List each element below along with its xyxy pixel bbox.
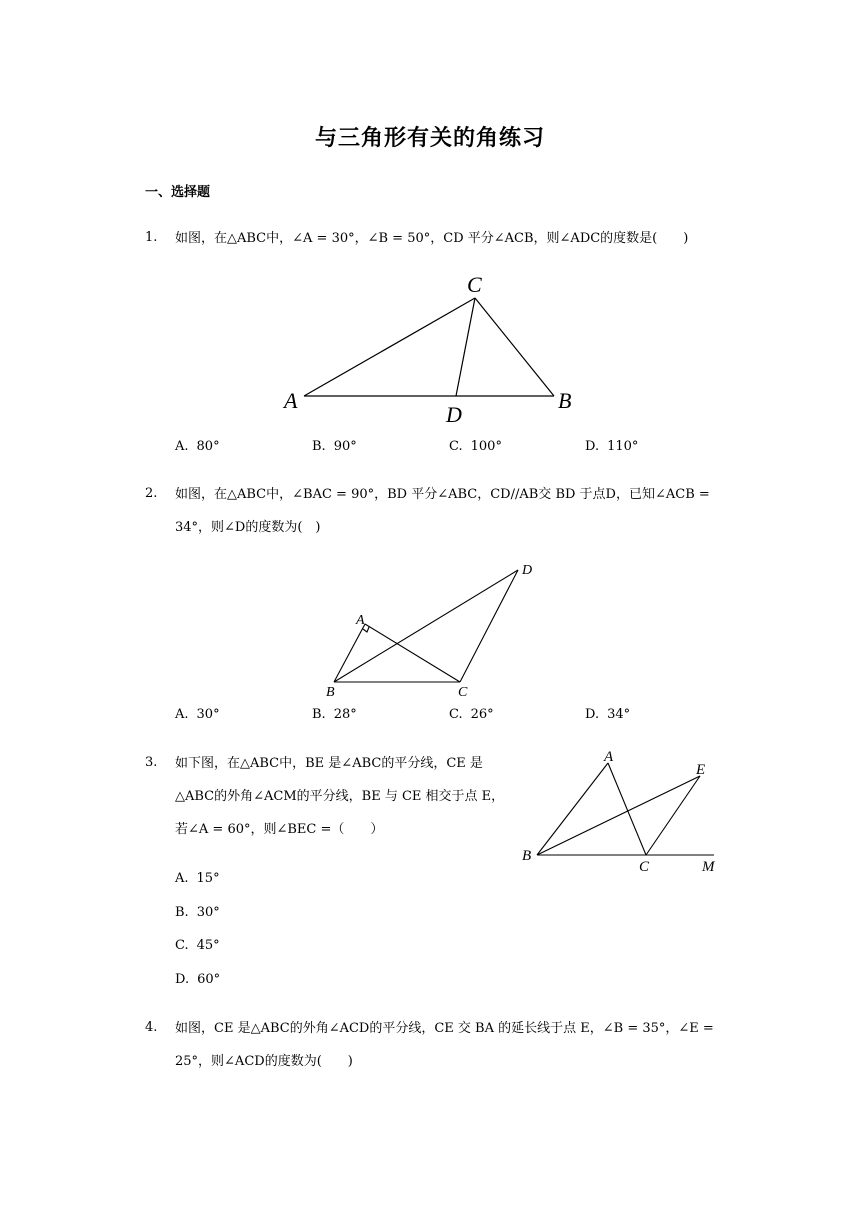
question-3-figure [518,745,723,875]
label-d: D [446,402,462,427]
question-3-number: 3. [145,755,158,770]
label-c: C [467,272,482,297]
question-1-text: 如图，在△ABC中，∠A = 30°，∠B = 50°，CD 平分∠ACB，则∠ADC的度数是( ) [175,231,689,246]
question-3-text: 如下图，在△ABC中，BE 是∠ABC的平分线，CE 是△ABC的外角∠ACM的平分线，BE 与 CE 相交于点 E，若∠A = 60°，则∠BEC =（ ） [175,756,505,837]
label-a: A [284,388,298,413]
question-2-option-d[interactable]: D. 34° [585,707,631,722]
label-b: B [326,685,335,700]
label-a: A [604,749,614,765]
page-title: 与三角形有关的角练习 [314,126,545,151]
question-1-option-a[interactable]: A. 80° [175,439,220,454]
label-c: C [639,859,650,875]
question-2-number: 2. [145,486,158,501]
question-1-figure [280,270,580,430]
question-3-option-d[interactable]: D. 60° [175,972,221,987]
segment-ac [365,624,460,682]
question-2-figure [320,558,550,703]
section-heading: 一、选择题 [145,185,211,200]
segment-ac [608,763,646,855]
segment-ab [334,624,365,682]
question-2-option-a[interactable]: A. 30° [175,707,220,722]
segment-ce [646,776,700,855]
segment-ab [537,763,608,855]
segment-ac [304,298,475,396]
segment-cd [456,298,475,396]
question-2-option-b[interactable]: B. 28° [312,707,357,722]
question-3-option-b[interactable]: B. 30° [175,905,220,920]
segment-bc [475,298,554,396]
label-a: A [356,613,365,628]
question-1-option-c[interactable]: C. 100° [449,439,502,454]
segment-cd [460,570,518,682]
question-3-option-a[interactable]: A. 15° [175,871,220,886]
label-m: M [702,859,715,875]
question-2-option-c[interactable]: C. 26° [449,707,494,722]
question-4-number: 4. [145,1020,158,1035]
label-d: D [522,563,533,578]
label-e: E [696,762,706,778]
label-b: B [522,848,532,864]
question-4-text: 如图，CE 是△ABC的外角∠ACD的平分线，CE 交 BA 的延长线于点 E，∠B = 35°，∠E = 25°，则∠ACD的度数为( ) [175,1021,714,1069]
question-1-option-d[interactable]: D. 110° [585,439,639,454]
question-1-option-b[interactable]: B. 90° [312,439,357,454]
question-1-number: 1. [145,230,158,245]
label-b: B [558,388,572,413]
question-2-text: 如图，在△ABC中，∠BAC = 90°，BD 平分∠ABC，CD//AB交 BD 于点D，已知∠ACB = 34°，则∠D的度数为( ) [175,487,710,535]
label-c: C [458,685,468,700]
question-3-option-c[interactable]: C. 45° [175,938,220,953]
